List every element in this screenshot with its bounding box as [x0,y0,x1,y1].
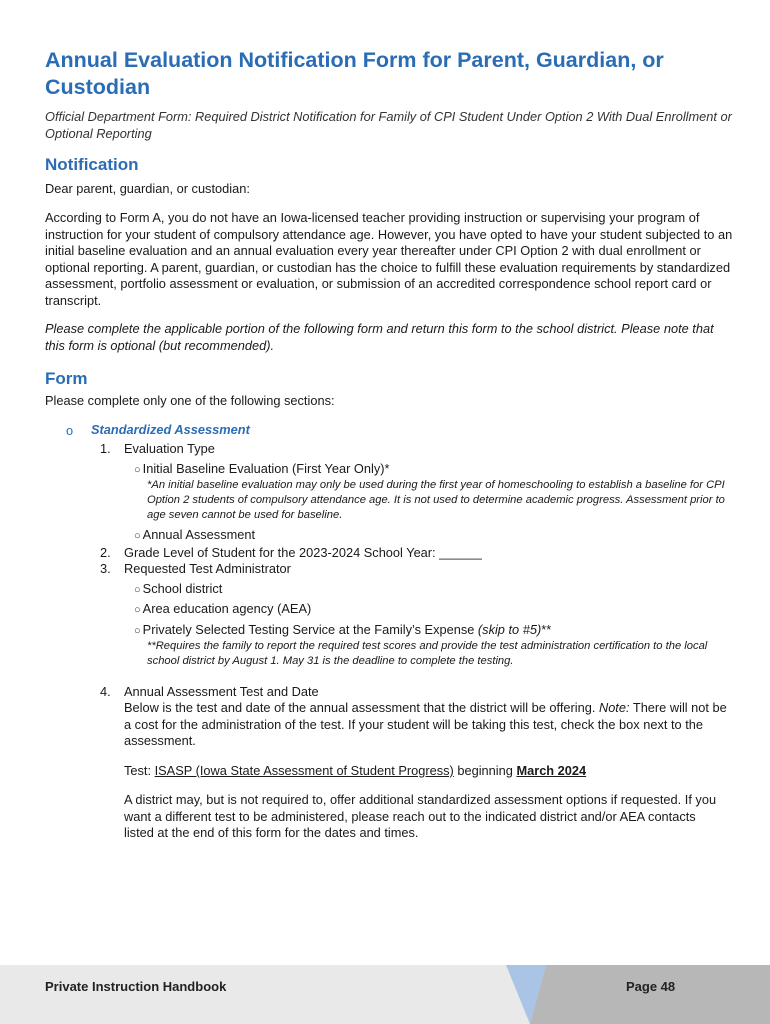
annual-test-label: Annual Assessment Test and Date [124,684,319,699]
form-intro: Please complete only one of the following sections: [45,393,335,408]
evaluation-type-label: Evaluation Type [124,441,215,456]
salutation: Dear parent, guardian, or custodian: [45,181,250,196]
private-testing-note: **Requires the family to report the required test scores and provide the test administration certification to the local school district by August 1. May 31 is the deadline to complete the testing. [147,640,708,667]
radio-circle-icon[interactable]: ○ [134,625,141,637]
test-label: Test: [124,763,155,778]
radio-private-testing[interactable] [134,622,551,640]
radio-circle-icon[interactable]: ○ [134,530,141,542]
annual-test-description [124,700,729,750]
radio-circle-icon[interactable]: ○ [134,584,141,596]
instructions: Please complete the applicable portion of the following form and return this form to the school district. Please note that this form is optional (but recommended). [45,321,714,353]
test-line [124,763,586,780]
item-number-3: 3. [100,561,111,576]
radio-initial-baseline[interactable] [134,461,389,479]
desc-start: Below is the test and date of the annual assessment that the district will be offering. [124,700,599,715]
asterisks: ** [541,622,552,637]
test-date: March 2024 [516,763,587,778]
baseline-note: *An initial baseline evaluation may only be used during the first year of homeschooling to establish a baseline for CPI Option 2 students of compulsory attendance age. It is not used to determine academic progress. Assessment prior to age seven cannot be used for baseline. [147,479,725,521]
footer-handbook-title: Private Instruction Handbook [45,979,227,994]
section-title-standardized-assessment: Standardized Assessment [91,422,250,437]
radio-label: Area education agency (AEA) [142,601,312,616]
radio-circle-icon[interactable]: ○ [134,464,141,476]
notification-body: According to Form A, you do not have an Iowa-licensed teacher providing instruction or supervising your program of instruction for your student of compulsory attendance age. However, you have opted to have your student subjected to an initial baseline evaluation and an annual evaluation every year thereafter under CPI Option 2 with dual enrollment or optional reporting. A parent, guardian, or custodian has the choice to fulfill these evaluation requirements by standardized assessment, portfolio assessment or evaluation, or submission of an accredited correspondence school report card or transcript. [45,210,733,308]
radio-label: Annual Assessment [142,527,256,542]
page-title: Annual Evaluation Notification Form for Parent, Guardian, or Custodian [45,48,664,99]
grade-level-field[interactable]: Grade Level of Student for the 2023-2024 School Year: ______ [124,545,482,560]
page-subtitle: Official Department Form: Required District Notification for Family of CPI Student Under Option 2 With Dual Enrollment or Optional Reporting [45,109,732,141]
additional-options-text: A district may, but is not required to, offer additional standardized assessment options if requested. If you want a different test to be administered, please reach out to the indicated district and/or AEA contacts listed at the end of this form for the dates and times. [124,792,717,840]
item-number-4: 4. [100,684,111,699]
item-number-1: 1. [100,441,111,456]
radio-circle-icon[interactable]: ○ [134,604,141,616]
skip-note: (skip to #5) [477,622,542,637]
radio-label: Initial Baseline Evaluation (First Year Only)* [142,461,390,476]
radio-aea[interactable] [134,601,311,619]
section-bullet: o [66,423,74,438]
radio-label: School district [142,581,223,596]
test-administrator-label: Requested Test Administrator [124,561,291,576]
desc-end: There will not be a cost for the administration of the test. If your student will be taking this test, check the box next to the assessment. [124,700,727,748]
radio-label: Privately Selected Testing Service at the Family’s Expense [142,622,478,637]
form-heading: Form [45,369,88,388]
footer-decoration [506,965,770,1024]
item-number-2: 2. [100,545,111,560]
footer-page-number: Page 48 [626,979,676,994]
test-name[interactable]: ISASP (Iowa State Assessment of Student Progress) [154,763,454,778]
radio-school-district[interactable] [134,581,222,599]
desc-note-label: Note: [598,700,630,715]
notification-heading: Notification [45,155,139,174]
footer-gray-shape [530,965,770,1024]
test-mid: beginning [453,763,517,778]
radio-annual-assessment[interactable] [134,527,255,545]
